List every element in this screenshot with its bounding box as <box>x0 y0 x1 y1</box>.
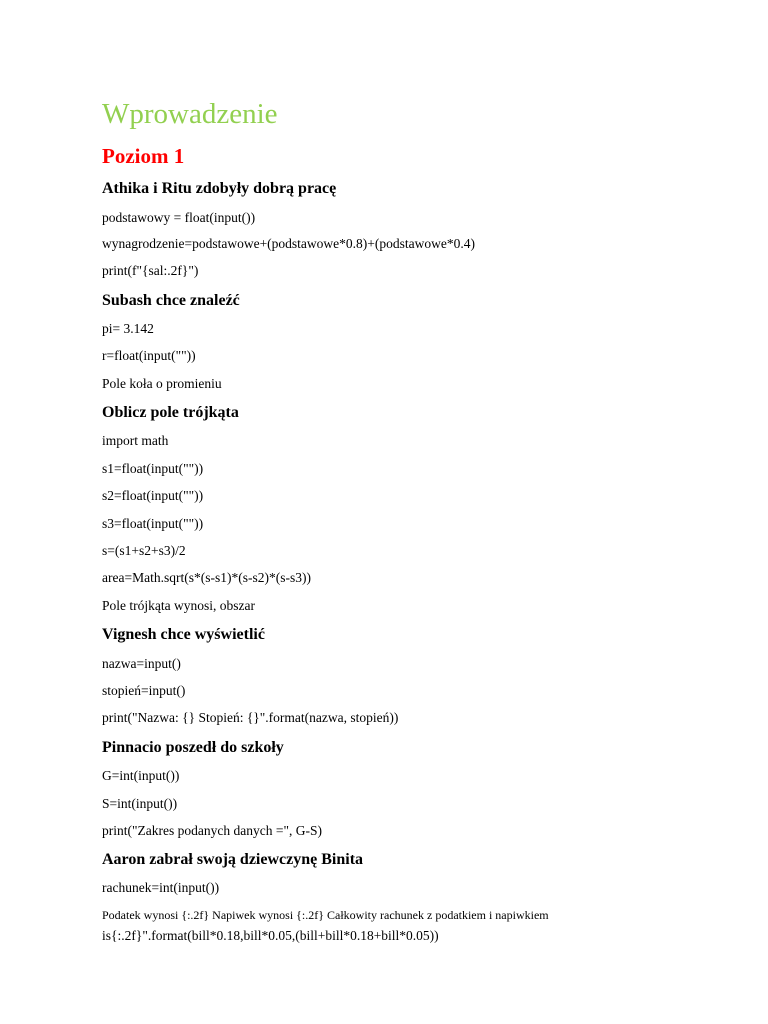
code-line: r=float(input("")) <box>102 348 196 363</box>
code-line: s3=float(input("")) <box>102 516 204 531</box>
section-heading: Aaron zabrał swoją dziewczynę Binita <box>102 851 364 868</box>
code-line: print("Zakres podanych danych =", G-S) <box>102 823 322 838</box>
section-heading: Subash chce znaleźć <box>102 292 240 309</box>
code-line: podstawowy = float(input()) <box>102 210 256 225</box>
code-line: area=Math.sqrt(s*(s-s1)*(s-s2)*(s-s3)) <box>102 570 311 585</box>
code-line: import math <box>102 433 169 448</box>
code-line: wynagrodzenie=podstawowe+(podstawowe*0.8)+(podstawowe*0.4) <box>102 236 475 251</box>
section-heading: Vignesh chce wyświetlić <box>102 626 265 643</box>
code-line: rachunek=int(input()) <box>102 880 220 895</box>
code-line: is{:.2f}".format(bill*0.18,bill*0.05,(bill+bill*0.18+bill*0.05)) <box>102 928 439 943</box>
text-line: Pole trójkąta wynosi, obszar <box>102 598 255 613</box>
document-title: Wprowadzenie <box>102 98 278 130</box>
section-heading: Pinnacio poszedł do szkoły <box>102 739 284 756</box>
code-line: s1=float(input("")) <box>102 461 204 476</box>
section-heading: Athika i Ritu zdobyły dobrą pracę <box>102 180 337 197</box>
section-heading: Oblicz pole trójkąta <box>102 404 239 421</box>
code-line: s=(s1+s2+s3)/2 <box>102 543 186 558</box>
code-line: pi= 3.142 <box>102 321 154 336</box>
code-line: print("Nazwa: {} Stopień: {}".format(nazwa, stopień)) <box>102 710 399 725</box>
code-line: nazwa=input() <box>102 656 181 671</box>
code-line: G=int(input()) <box>102 768 180 783</box>
code-line: stopień=input() <box>102 683 186 698</box>
text-line: Pole koła o promieniu <box>102 376 222 391</box>
level-title: Poziom 1 <box>102 144 185 168</box>
code-line: Podatek wynosi {:.2f} Napiwek wynosi {:.2f} Całkowity rachunek z podatkiem i napiwkiem <box>102 908 549 922</box>
code-line: S=int(input()) <box>102 796 178 811</box>
code-line: print(f"{sal:.2f}") <box>102 263 199 278</box>
code-line: s2=float(input("")) <box>102 488 204 503</box>
